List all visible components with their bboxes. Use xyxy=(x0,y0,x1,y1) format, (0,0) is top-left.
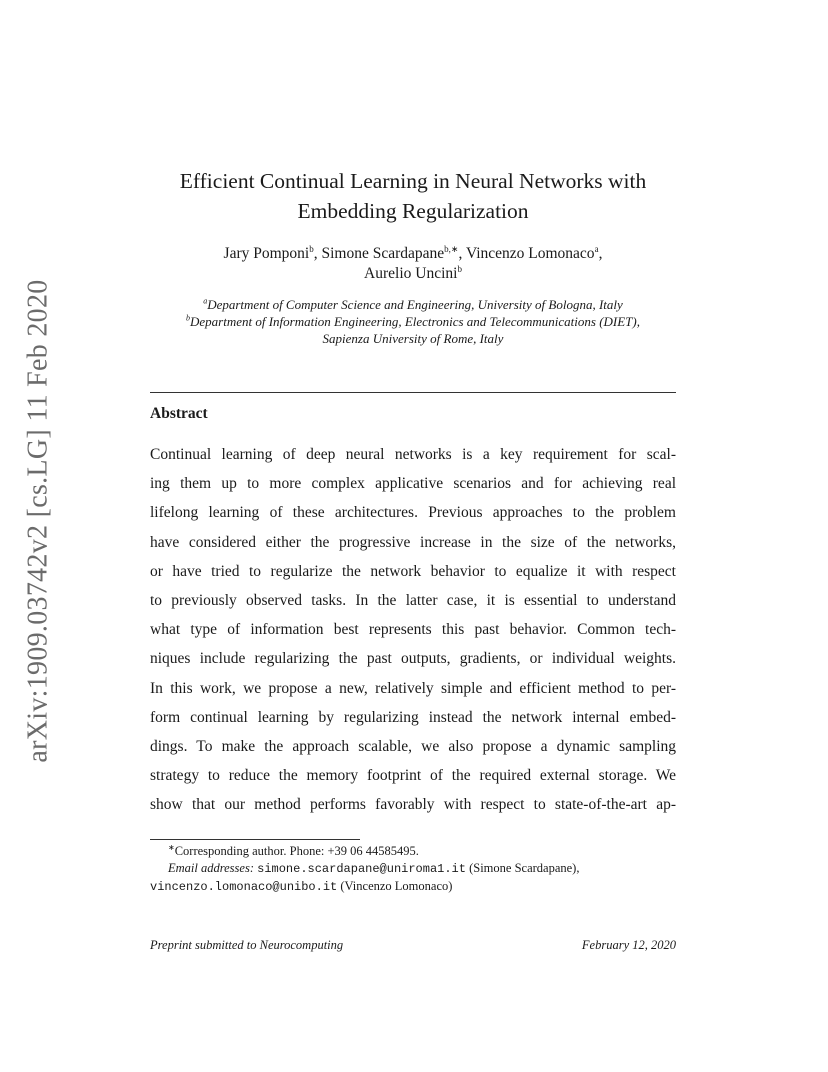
abstract-heading: Abstract xyxy=(150,405,208,422)
affiliation-mark: b xyxy=(185,313,190,323)
affiliation-line xyxy=(140,296,686,313)
abstract-line: dings. To make the approach scalable, we also propose a dynamic sampling xyxy=(150,737,676,755)
abstract-line: have considered either the progressive increase in the size of the networks, xyxy=(150,533,676,551)
author-affiliation-mark: b xyxy=(457,263,462,274)
title-line-1: Efficient Continual Learning in Neural Networks with xyxy=(179,169,647,193)
footer-date: February 12, 2020 xyxy=(581,938,676,952)
email-addresses-note xyxy=(150,860,676,878)
abstract-line: or have tried to regularize the network behavior to equalize it with respect xyxy=(150,562,676,580)
affiliation-line xyxy=(140,330,686,347)
email-label: Email addresses: xyxy=(168,861,254,875)
author-affiliation-mark: b xyxy=(309,243,314,254)
author-affiliation-mark: b,∗ xyxy=(444,243,459,254)
corresponding-text: Corresponding author. Phone: +39 06 44585495. xyxy=(174,844,419,858)
author-separator: , xyxy=(313,245,322,262)
author-affiliation-mark: a xyxy=(594,243,599,254)
author-separator: , xyxy=(598,245,603,262)
email-link[interactable]: vincenzo.lomonaco@unibo.it xyxy=(150,880,338,894)
affiliation-text: Department of Information Engineering, Electronics and Telecommunications (DIET), xyxy=(189,314,640,329)
footnotes xyxy=(150,843,676,896)
abstract-line: to previously observed tasks. In the latter case, it is essential to understand xyxy=(150,591,676,609)
abstract-line: form continual learning by regularizing instead the network internal embed- xyxy=(150,708,676,726)
abstract-body xyxy=(150,440,676,819)
author-name: Simone Scardapane xyxy=(321,245,445,262)
email-owner: (Vincenzo Lomonaco) xyxy=(337,879,453,893)
abstract-line: strategy to reduce the memory footprint of the required external storage. We xyxy=(150,767,676,785)
affiliation-mark: a xyxy=(203,296,208,306)
affiliations xyxy=(140,296,686,347)
abstract-line: Continual learning of deep neural networks is a key requirement for scal- xyxy=(150,446,676,463)
corresponding-mark: ∗ xyxy=(168,842,175,852)
author-list xyxy=(150,244,676,284)
title-line-2: Embedding Regularization xyxy=(297,199,529,223)
page-footer xyxy=(150,938,676,953)
email-addresses-note-cont xyxy=(150,878,676,896)
author-separator: , xyxy=(458,245,466,262)
abstract-line: In this work, we propose a new, relatively simple and efficient method to per- xyxy=(150,679,676,697)
corresponding-author-note xyxy=(150,843,676,860)
author-name: Vincenzo Lomonaco xyxy=(465,245,595,262)
abstract-line: lifelong learning of these architectures. Previous approaches to the problem xyxy=(150,504,676,522)
author-name: Jary Pomponi xyxy=(223,245,310,262)
paper-title xyxy=(150,166,676,226)
arxiv-identifier xyxy=(19,279,59,763)
affiliation-text: Sapienza University of Rome, Italy xyxy=(322,331,504,346)
affiliation-text: Department of Computer Science and Engineering, University of Bologna, Italy xyxy=(207,297,623,312)
footer-submission: Preprint submitted to Neurocomputing xyxy=(150,938,344,952)
abstract-line: show that our method performs favorably with respect to state-of-the-art ap- xyxy=(150,796,676,814)
email-owner: (Simone Scardapane), xyxy=(465,861,580,875)
email-link[interactable]: simone.scardapane@uniroma1.it xyxy=(257,862,466,876)
abstract-top-rule xyxy=(150,392,676,393)
abstract-line: niques include regularizing the past outputs, gradients, or individual weights. xyxy=(150,650,676,668)
abstract-line: ing them up to more complex applicative scenarios and for achieving real xyxy=(150,475,676,493)
footnote-rule xyxy=(150,839,360,840)
author-name: Aurelio Uncini xyxy=(364,265,458,282)
affiliation-line xyxy=(140,313,686,330)
abstract-line: what type of information best represents this past behavior. Common tech- xyxy=(150,621,676,639)
arxiv-identifier-text: arXiv:1909.03742v2 [cs.LG] 11 Feb 2020 xyxy=(23,279,55,763)
